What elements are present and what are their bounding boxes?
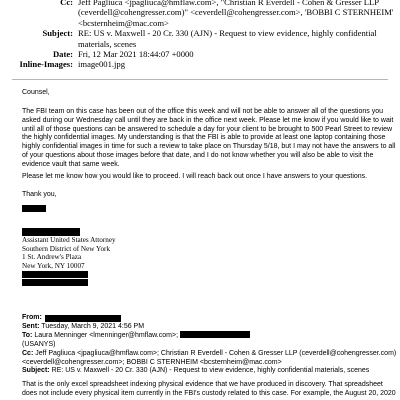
quoted-subject-row: [22, 367, 398, 376]
quoted-cc-label: Cc:: [22, 349, 34, 357]
body-paragraph-2: Please let me know how you would like to proceed. I will reach back out once I have answers to your questions.: [22, 173, 368, 180]
subject-line: RE: US v. Maxwell - 20 Cr. 330 (AJN) - Request to view evidence, highly confidential: [78, 28, 377, 39]
subject-value: [78, 28, 400, 49]
signature-title: Assistant United States Attorney: [22, 236, 116, 244]
signature-district: Southern District of New York: [22, 244, 111, 253]
subject-label: Subject:: [42, 28, 73, 39]
body-paragraph-1: The FBI team on this case has been out of the office this week and will not be able to answer all of the questions you asked during our Wednesday call until they are back in the office next week. Please let me know if you would like to wait until all of those questions can be answered to schedule a day for your client to be brought to 500 Pearl Street to review the highly confidential images. My understanding is that the FBI is able to provide at least one laptop containing those highly confidential images in time for such a review to take place on Thursday 5/18, but I may not have the answers to all of your questions about those images before that date, and I do not know whether you will also be able to visit the evidence vault that same week.: [22, 108, 396, 168]
quoted-from-label: From:: [22, 314, 42, 321]
quoted-sent-value: Tuesday, March 9, 2021 4:56 PM: [41, 322, 145, 330]
subject-line: materials, scenes: [78, 38, 137, 49]
date-value: Fri, 12 Mar 2021 18:44:07 +0000: [78, 49, 194, 60]
header-divider: [12, 79, 388, 80]
quoted-email-header: [22, 314, 398, 376]
signature-address-2: New York, NY 10007: [22, 261, 85, 270]
date-label: Date:: [52, 49, 73, 60]
cc-row: [0, 0, 400, 28]
quoted-to-row-cont: [22, 341, 398, 350]
quoted-sent-row: [22, 323, 398, 332]
salutation: Counsel,: [22, 89, 50, 96]
redacted-name: [22, 205, 46, 212]
cc-value: [78, 0, 400, 28]
subject-row: [0, 28, 400, 49]
redacted-phone-2: [22, 279, 88, 286]
signature-address-1: 1 St. Andrew's Plaza: [22, 253, 82, 262]
quoted-cc-value: Jeff Pagliuca <jpagliuca@hmflaw.com>; Christian R Everdell - Cohen & Gresser LLP (ceverdell@cohengresser.com): [35, 349, 397, 357]
quoted-to-row: [22, 331, 398, 341]
inline-images-label: Inline-Images:: [19, 59, 73, 70]
redacted-phone-1: [22, 271, 88, 278]
redacted-to-recipient: [180, 331, 250, 338]
quoted-to-value: Laura Menninger <lmenninger@hmflaw.com>;: [34, 332, 179, 340]
closing: Thank you,: [22, 191, 57, 198]
quoted-subject-label: Subject:: [22, 367, 50, 375]
cc-line: Jeff Pagliuca <jpagliuca@hmflaw.com>, "Christian R Everdell - Cohen & Gresser LLP: [78, 0, 380, 7]
quoted-sent-label: Sent:: [22, 322, 40, 330]
quoted-subject-value: RE: US v. Maxwell - 20 Cr. 330 (AJN) - Request to view evidence, highly confidential materials, scenes: [51, 367, 370, 375]
cc-label: Cc:: [60, 0, 73, 7]
quoted-to-label: To:: [22, 332, 33, 340]
date-row: [0, 49, 400, 59]
redacted-signature-name: [22, 228, 80, 236]
quoted-to-value-end: (USANYS): [22, 341, 56, 349]
inline-images-value: image001.jpg: [78, 59, 126, 70]
email-header: [0, 0, 400, 70]
cc-line: <bcsternheim@mac.com>: [78, 17, 169, 28]
quoted-cc-row-cont: <ceverdell@cohengresser.com>; BOBBI C STERNHEIM <bcsternheim@mac.com>: [22, 358, 282, 366]
quoted-cc-row: [22, 350, 398, 359]
signature-block: [22, 236, 116, 270]
cc-line: (ceverdell@cohengresser.com)" <ceverdell@cohengresser.com>, 'BOBBI C STERNHEIM': [78, 7, 394, 18]
redacted-from-sender: [45, 315, 121, 322]
quoted-paragraph: That is the only excel spreadsheet indexing physical evidence that we have produced in discovery. That spreadsheet does not include every physical item currently in the FBI's custody related to this case. For example, the August 20, 2020: [22, 381, 396, 397]
inline-images-row: [0, 59, 400, 69]
